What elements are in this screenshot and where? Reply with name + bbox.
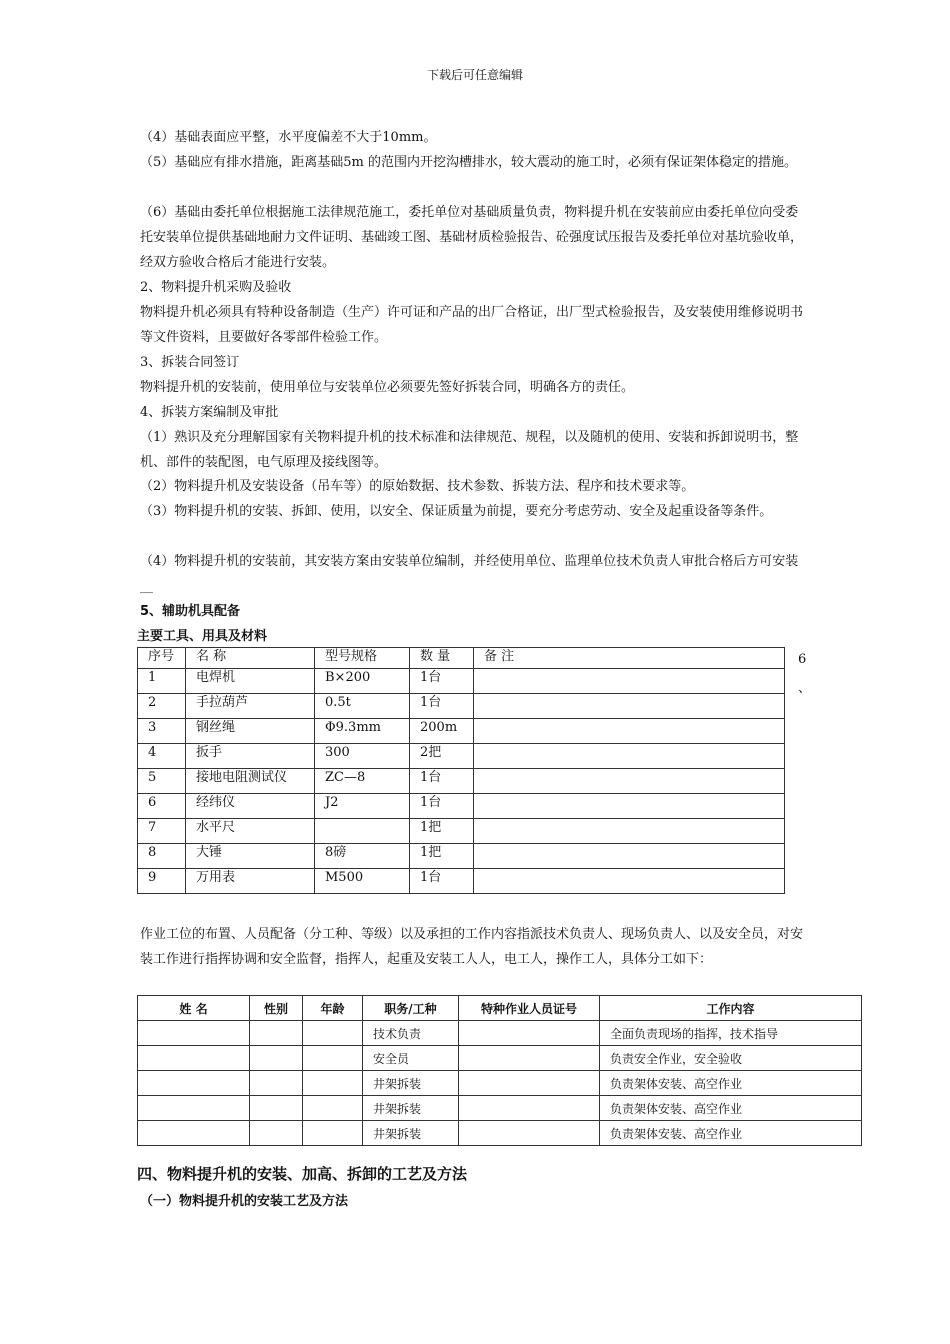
header-cell: 性别 <box>250 996 303 1021</box>
cell <box>315 819 410 844</box>
section-heading: 3、拆装合同签订 <box>140 355 240 370</box>
table-row <box>138 794 785 819</box>
table-row <box>138 669 785 694</box>
side-note: 6 <box>798 652 807 667</box>
cell: 全面负责现场的指挥，技术指导 <box>600 1021 862 1046</box>
cell: 技术负责 <box>363 1021 459 1046</box>
cell <box>474 744 785 769</box>
cell <box>459 1096 600 1121</box>
paragraph: （6）基础由委托单位根据施工法律规范施工，委托单位对基础质量负责，物料提升机在安装前应由委托单位向受委托安装单位提供基础地耐力文件证明、基础竣工图、基础材质检验报告、砼强度试压报告及委托单位对基坑验收单，经双方验收合格后才能进行安装。 <box>140 205 804 270</box>
cell <box>250 1071 303 1096</box>
cell: 井架拆装 <box>363 1121 459 1146</box>
cell: 扳手 <box>186 744 315 769</box>
section-4-heading: 四、物料提升机的安装、加高、拆卸的工艺及方法 <box>137 1165 468 1183</box>
page-header: 下载后可任意编辑 <box>426 68 523 82</box>
cell <box>138 1071 250 1096</box>
header-cell: 年龄 <box>303 996 363 1021</box>
cell <box>303 1096 363 1121</box>
cell: 1台 <box>410 669 474 694</box>
cell: 2把 <box>410 744 474 769</box>
cell <box>138 1096 250 1121</box>
cell <box>303 1046 363 1071</box>
cell: 电焊机 <box>186 669 315 694</box>
cell: 1 <box>138 669 186 694</box>
table-row <box>138 869 785 894</box>
cell: B×200 <box>315 669 410 694</box>
cell: 5 <box>138 769 186 794</box>
header-cell: 数 量 <box>410 648 474 669</box>
cell <box>474 769 785 794</box>
table-row <box>138 1046 862 1071</box>
cell: 安全员 <box>363 1046 459 1071</box>
cell: 1台 <box>410 694 474 719</box>
table-header-row <box>138 996 862 1021</box>
cell <box>250 1046 303 1071</box>
cell: Φ9.3mm <box>315 719 410 744</box>
paragraph: 物料提升机的安装前，使用单位与安装单位必须要先签好拆装合同，明确各方的责任。 <box>140 380 635 395</box>
header-cell: 名 称 <box>186 648 315 669</box>
table-row <box>138 844 785 869</box>
cell: 6 <box>138 794 186 819</box>
paragraph: （5）基础应有排水措施，距离基础5m 的范围内开挖沟槽排水，较大震动的施工时，必须有保证架体稳定的措施。 <box>140 155 798 170</box>
cell: 7 <box>138 819 186 844</box>
cell: 2 <box>138 694 186 719</box>
cell: 4 <box>138 744 186 769</box>
cell: 接地电阻测试仪 <box>186 769 315 794</box>
cell: 3 <box>138 719 186 744</box>
cell: 负责安全作业，安全验收 <box>600 1046 862 1071</box>
table-row <box>138 819 785 844</box>
cell <box>459 1021 600 1046</box>
table-row <box>138 1121 862 1146</box>
cell: 钢丝绳 <box>186 719 315 744</box>
header-cell: 备 注 <box>474 648 785 669</box>
cell <box>459 1071 600 1096</box>
cell: 井架拆装 <box>363 1096 459 1121</box>
cell <box>303 1071 363 1096</box>
table-row <box>138 744 785 769</box>
table-row <box>138 1071 862 1096</box>
cell: 8磅 <box>315 844 410 869</box>
paragraph: （2）物料提升机及安装设备（吊车等）的原始数据、技术参数、拆装方法、程序和技术要求等。 <box>140 479 695 494</box>
table-row <box>138 769 785 794</box>
header-cell: 特种作业人员证号 <box>459 996 600 1021</box>
cell <box>250 1021 303 1046</box>
cell: 0.5t <box>315 694 410 719</box>
cell: 300 <box>315 744 410 769</box>
cell <box>474 719 785 744</box>
cell <box>474 819 785 844</box>
cell: 负责架体安装、高空作业 <box>600 1071 862 1096</box>
table-header-row <box>138 648 785 669</box>
cell <box>474 669 785 694</box>
header-cell: 职务/工种 <box>363 996 459 1021</box>
table-row <box>138 1096 862 1121</box>
cell: 水平尺 <box>186 819 315 844</box>
header-cell: 序号 <box>138 648 186 669</box>
cell <box>303 1121 363 1146</box>
header-cell: 型号规格 <box>315 648 410 669</box>
cell: 9 <box>138 869 186 894</box>
cell <box>474 844 785 869</box>
section-4-subheading: （一）物料提升机的安装工艺及方法 <box>140 1194 349 1209</box>
cell <box>250 1121 303 1146</box>
cell <box>138 1021 250 1046</box>
cell: 万用表 <box>186 869 315 894</box>
paragraph: 物料提升机必须具有特种设备制造（生产）许可证和产品的出厂合格证，出厂型式检验报告，及安装使用维修说明书等文件资料，且要做好各零部件检验工作。 <box>140 305 804 345</box>
header-cell: 姓 名 <box>138 996 250 1021</box>
paragraph: （4）基础表面应平整，水平度偏差不大于10mm。 <box>140 130 437 145</box>
cell <box>250 1096 303 1121</box>
table-row <box>138 694 785 719</box>
cell: 手拉葫芦 <box>186 694 315 719</box>
cell <box>303 1021 363 1046</box>
tools-table <box>137 647 785 894</box>
section-heading: 4、拆装方案编制及审批 <box>140 405 279 420</box>
cell <box>474 794 785 819</box>
cell: 井架拆装 <box>363 1071 459 1096</box>
cell: 1台 <box>410 794 474 819</box>
cell: 1把 <box>410 819 474 844</box>
staff-table <box>137 995 862 1146</box>
staffing-paragraph: 作业工位的布置、人员配备（分工种、等级）以及承担的工作内容指派技术负责人、现场负责人、以及安全员，对安装工作进行指挥协调和安全监督，指挥人，起重及安装工人人，电工人，操作工人，具体分工如下： <box>140 927 804 967</box>
paragraph: （4）物料提升机的安装前，其安装方案由安装单位编制，并经使用单位、监理单位技术负责人审批合格后方可安装__ <box>140 554 799 594</box>
cell: ZC—8 <box>315 769 410 794</box>
cell: 负责架体安装、高空作业 <box>600 1121 862 1146</box>
side-note: 、 <box>798 681 812 696</box>
table-row <box>138 1021 862 1046</box>
section-heading-5: 5、辅助机具配备 <box>140 604 241 619</box>
cell: 8 <box>138 844 186 869</box>
cell: 负责架体安装、高空作业 <box>600 1096 862 1121</box>
cell: 200m <box>410 719 474 744</box>
cell <box>138 1121 250 1146</box>
cell: M500 <box>315 869 410 894</box>
tools-table-title: 主要工具、用具及材料 <box>137 629 268 644</box>
cell <box>459 1046 600 1071</box>
cell <box>459 1121 600 1146</box>
cell: 经纬仪 <box>186 794 315 819</box>
paragraph: （1）熟识及充分理解国家有关物料提升机的技术标准和法律规范、规程，以及随机的使用、安装和拆卸说明书，整机、部件的装配图，电气原理及接线图等。 <box>140 430 799 470</box>
cell <box>474 869 785 894</box>
cell: 1台 <box>410 769 474 794</box>
cell: 大锤 <box>186 844 315 869</box>
cell <box>474 694 785 719</box>
paragraph: （3）物料提升机的安装、拆卸、使用，以安全、保证质量为前提，要充分考虑劳动、安全及起重设备等条件。 <box>140 504 773 519</box>
header-cell: 工作内容 <box>600 996 862 1021</box>
cell: 1把 <box>410 844 474 869</box>
cell: J2 <box>315 794 410 819</box>
section-heading: 2、物料提升机采购及验收 <box>140 280 292 295</box>
cell: 1台 <box>410 869 474 894</box>
cell <box>138 1046 250 1071</box>
table-row <box>138 719 785 744</box>
